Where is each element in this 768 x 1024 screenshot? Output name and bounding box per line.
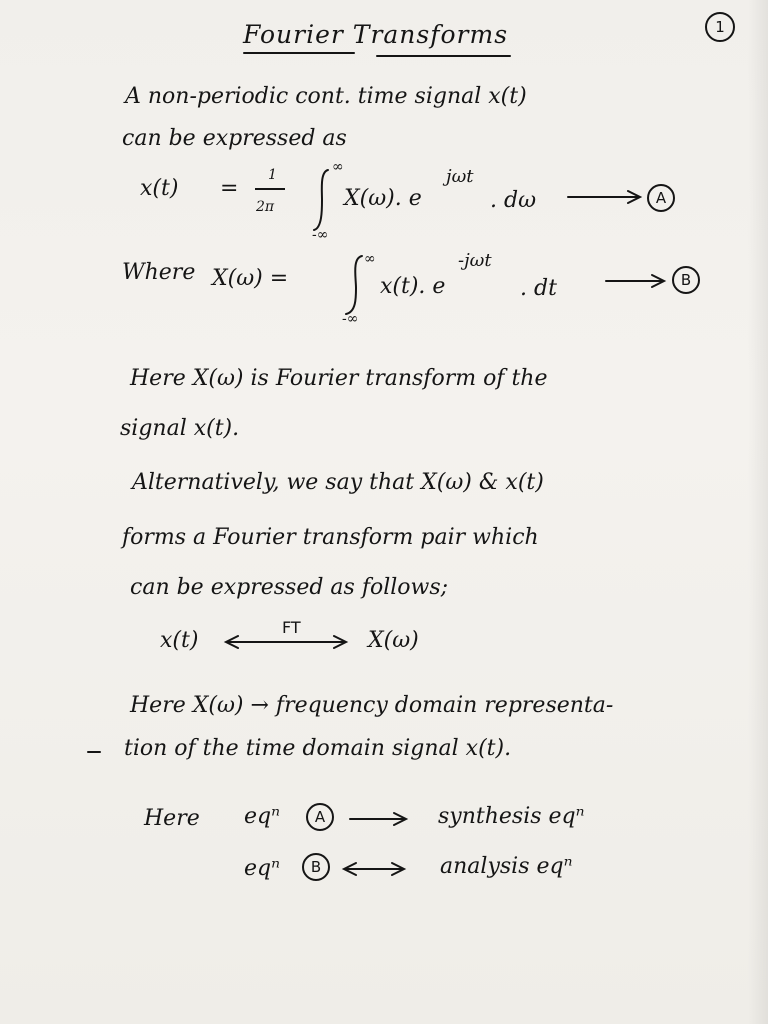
pair-rhs: X(ω) — [368, 628, 419, 653]
intro-line-1: A non-periodic cont. time signal x(t) — [125, 84, 527, 109]
eq-a-differential: . dω — [490, 188, 537, 213]
eq-b-lower-limit: -∞ — [342, 311, 359, 327]
summary-desc-b: analysis eqⁿ — [440, 854, 573, 879]
arrow-to-tag-a — [568, 191, 640, 203]
summary-arrow-a — [350, 813, 406, 825]
para2-line-3: can be expressed as follows; — [130, 575, 449, 600]
para1-line-2: signal x(t). — [120, 416, 240, 441]
para3-line-2: tion of the time domain signal x(t). — [124, 736, 512, 761]
page-title: Fourier Transforms — [243, 20, 509, 49]
para3-line-1: Here X(ω) → frequency domain representa- — [130, 693, 614, 718]
eq-a-upper-limit: ∞ — [332, 159, 344, 175]
arrow-to-tag-b — [606, 275, 664, 287]
eq-b-exponent: -jωt — [458, 250, 492, 271]
eq-a-integrand: X(ω). e — [344, 186, 422, 211]
eq-b-integrand: x(t). e — [380, 274, 446, 299]
para1-line-1: Here X(ω) is Fourier transform of the — [130, 366, 548, 391]
eq-a-tag: A — [647, 184, 675, 212]
ft-double-arrow — [226, 636, 346, 648]
eq-b-where: Where — [122, 260, 196, 285]
eq-b-tag: B — [672, 266, 700, 294]
eq-a-equals: = — [220, 176, 239, 201]
summary-arrow-b — [344, 863, 404, 875]
summary-tag-b: B — [302, 853, 330, 881]
summary-here: Here — [144, 806, 200, 831]
eq-a-exponent: jωt — [446, 166, 474, 187]
eq-b-differential: . dt — [520, 276, 557, 301]
summary-tag-a: A — [306, 803, 334, 831]
pair-ft-label: FT — [282, 618, 301, 637]
para2-line-1: Alternatively, we say that X(ω) & x(t) — [132, 470, 544, 495]
eq-a-frac-denominator: 2π — [256, 199, 275, 215]
summary-eq-word-b: eqⁿ — [244, 856, 281, 881]
integral-sign-a — [314, 170, 328, 230]
summary-eq-word-a: eqⁿ — [244, 804, 281, 829]
eq-a-frac-numerator: 1 — [268, 167, 277, 183]
intro-line-2: can be expressed as — [122, 126, 347, 151]
page-number: 1 — [705, 12, 735, 42]
summary-desc-a: synthesis eqⁿ — [438, 804, 585, 829]
eq-a-lower-limit: -∞ — [312, 227, 329, 243]
eq-a-lhs: x(t) — [140, 176, 179, 201]
eq-b-lhs: X(ω) = — [212, 266, 289, 291]
integral-sign-b — [346, 256, 362, 314]
eq-b-upper-limit: ∞ — [364, 251, 376, 267]
pair-lhs: x(t) — [160, 628, 199, 653]
para2-line-2: forms a Fourier transform pair which — [122, 525, 539, 550]
